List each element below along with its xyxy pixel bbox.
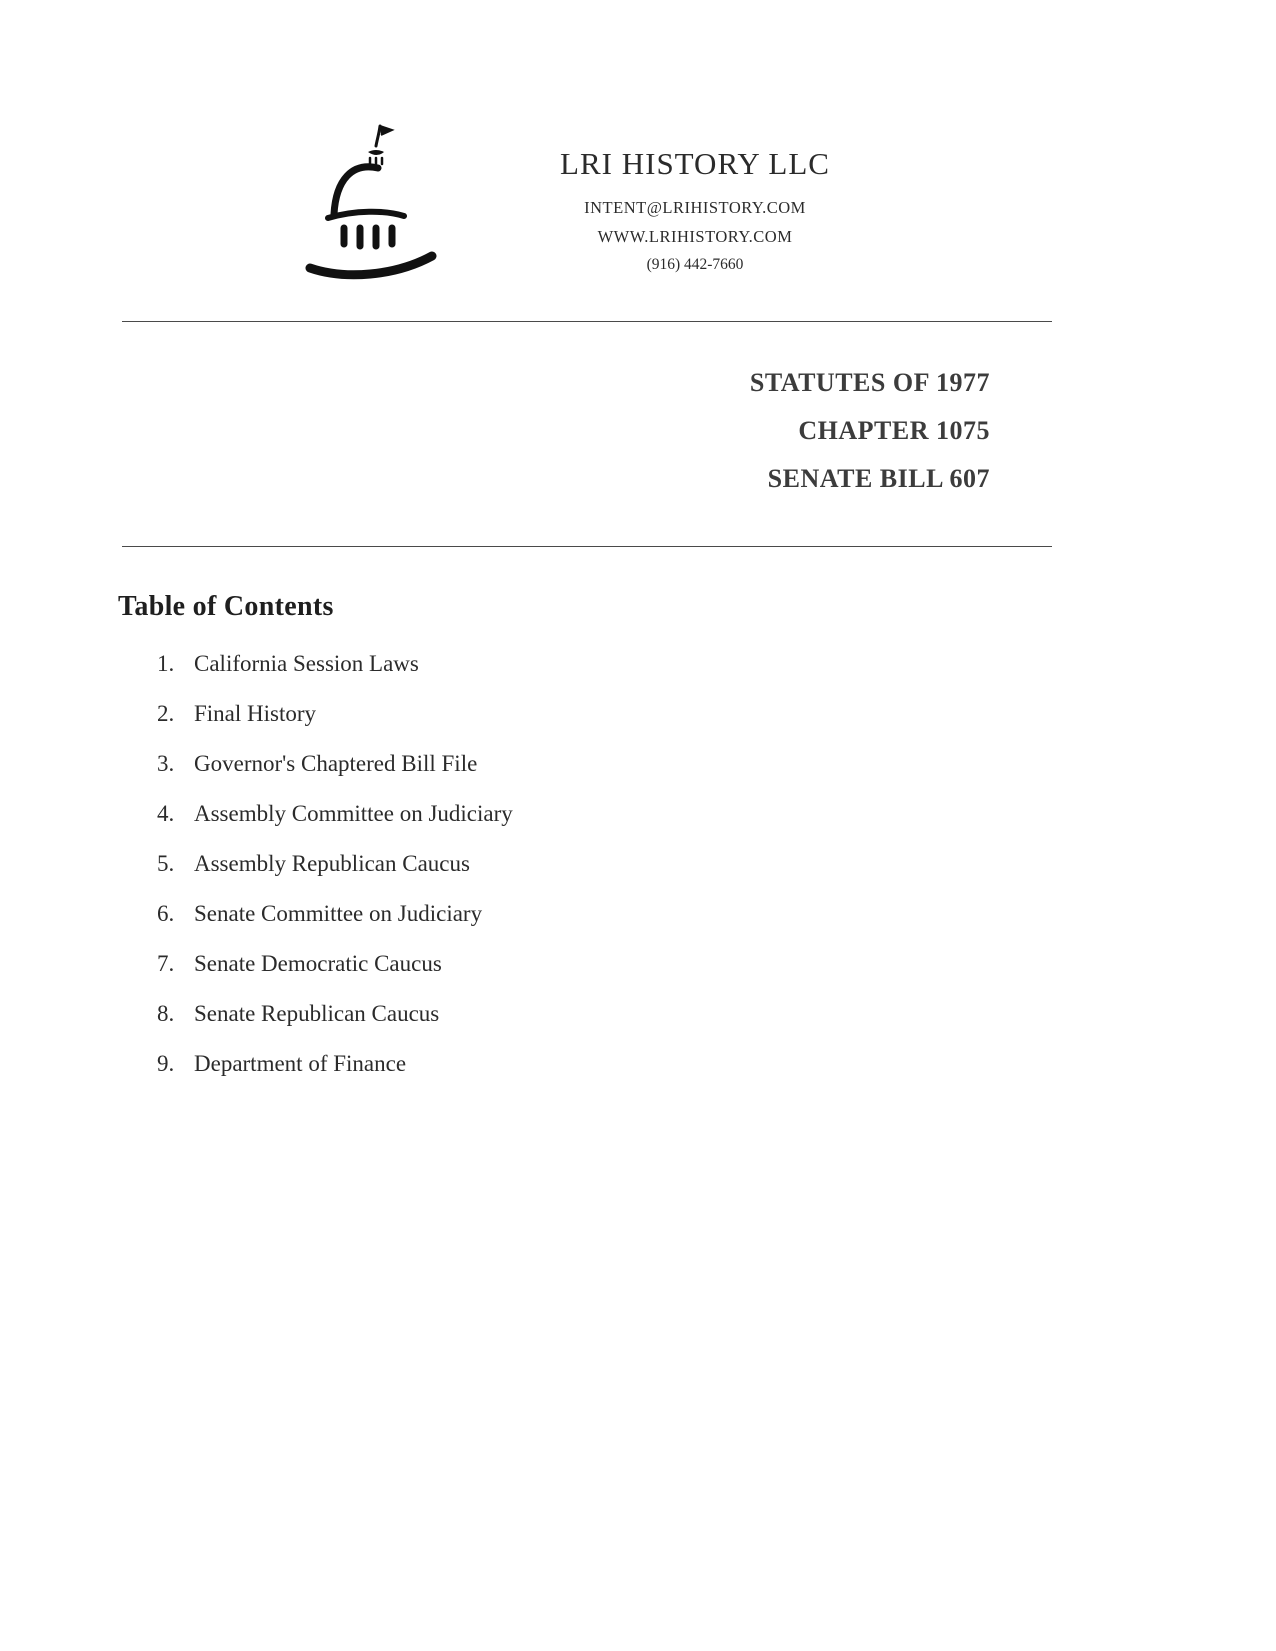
toc-item: 1. California Session Laws (180, 651, 1276, 677)
toc-title: Table of Contents (118, 591, 334, 622)
bill-number: SENATE BILL 607 (767, 464, 990, 493)
toc-item: 3. Governor's Chaptered Bill File (180, 751, 1276, 777)
toc-item: 2. Final History (180, 701, 1276, 727)
company-name: LRI HISTORY LLC (560, 146, 830, 181)
toc-item: 4. Assembly Committee on Judiciary (180, 801, 1276, 827)
toc-list (118, 651, 1276, 1077)
toc-item: 5. Assembly Republican Caucus (180, 851, 1276, 877)
capitol-logo (300, 118, 450, 283)
statute-reference-block (122, 368, 1052, 494)
letterhead-text (485, 118, 905, 274)
chapter-number: CHAPTER 1075 (798, 416, 990, 445)
toc-item: 9. Department of Finance (180, 1051, 1276, 1077)
horizontal-rule-top (122, 321, 1052, 322)
company-phone: (916) 442-7660 (646, 256, 744, 273)
toc-item: 8. Senate Republican Caucus (180, 1001, 1276, 1027)
company-website: WWW.LRIHISTORY.COM (597, 227, 793, 246)
statutes-year: STATUTES OF 1977 (749, 368, 990, 397)
toc-item: 7. Senate Democratic Caucus (180, 951, 1276, 977)
capitol-building-icon (300, 118, 450, 283)
letterhead (0, 0, 1276, 283)
table-of-contents (118, 591, 1276, 1077)
company-email: INTENT@LRIHISTORY.COM (584, 198, 806, 217)
toc-item: 6. Senate Committee on Judiciary (180, 901, 1276, 927)
horizontal-rule-bottom (122, 546, 1052, 547)
